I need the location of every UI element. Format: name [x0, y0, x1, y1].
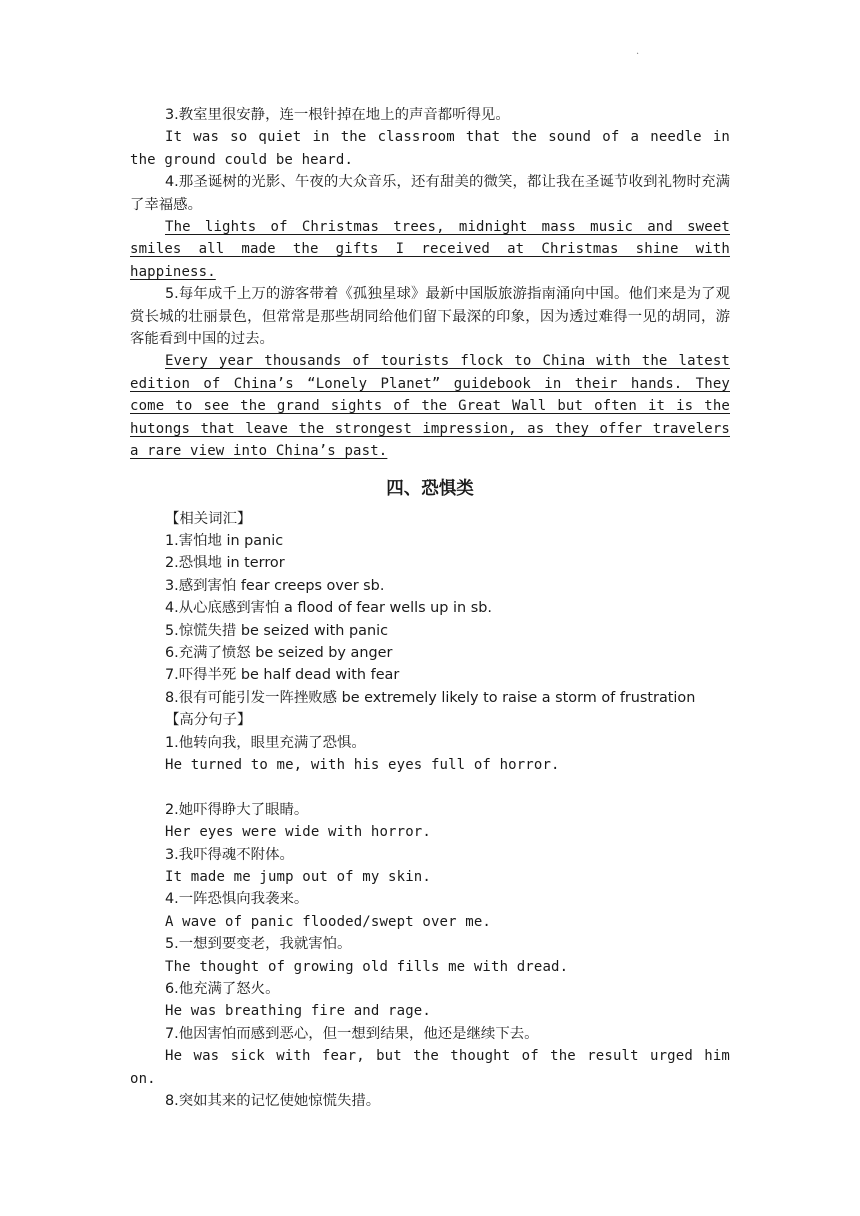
sentence-zh: 5.一想到要变老，我就害怕。	[165, 936, 352, 953]
sentence-zh: 4.一阵恐惧向我袭来。	[165, 891, 309, 908]
sentence-en-underlined: The lights of Christmas trees, midnight mass music and sweet smiles all made the gifts I received at Christmas shine with happiness.	[130, 219, 730, 280]
vocab-item: 4.从心底感到害怕 a flood of fear wells up in sb.	[165, 600, 492, 617]
sentence-zh: 3.教室里很安静，连一根针掉在地上的声音都听得见。	[165, 107, 510, 123]
sentence-en: It made me jump out of my skin.	[165, 868, 431, 885]
vocab-item: 2.恐惧地 in terror	[165, 555, 285, 572]
sentence-zh: 8.突如其来的记忆使她惊慌失措。	[165, 1093, 381, 1110]
vocab-item: 1.害怕地 in panic	[165, 532, 284, 549]
sentence-en: He was sick with fear, but the thought of the result urged him on.	[130, 1048, 730, 1087]
sentence-en: A wave of panic flooded/swept over me.	[165, 913, 491, 930]
page-mark: ·	[636, 49, 640, 60]
vocab-item: 5.惊慌失措 be seized with panic	[165, 622, 388, 639]
sentence-zh: 7.他因害怕而感到恶心，但一想到结果，他还是继续下去。	[165, 1025, 539, 1042]
vocab-item: 3.感到害怕 fear creeps over sb.	[165, 577, 385, 594]
vocab-item: 6.充满了愤怒 be seized by anger	[165, 644, 393, 661]
sentence-zh: 5.每年成千上万的游客带着《孤独星球》最新中国版旅游指南涌向中国。他们来是为了观赏长城的壮丽景色，但常常是那些胡同给他们留下最深的印象，因为透过难得一见的胡同，游客能看到中国的过去。	[130, 286, 730, 348]
vocab-item: 8.很有可能引发一阵挫败感 be extremely likely to raise a storm of frustration	[165, 689, 696, 706]
sentence-en: Her eyes were wide with horror.	[165, 824, 431, 841]
sentence-en: The thought of growing old fills me with dread.	[165, 958, 569, 975]
document-body	[130, 104, 730, 1112]
sentence-en: It was so quiet in the classroom that the sound of a needle in the ground could be heard.	[130, 129, 730, 168]
vocab-item: 7.吓得半死 be half dead with fear	[165, 667, 400, 684]
sentence-en: He turned to me, with his eyes full of horror.	[165, 756, 560, 773]
sentence-zh: 6.他充满了怒火。	[165, 981, 280, 998]
vocab-title: 【相关词汇】	[165, 510, 252, 527]
sentence-en-underlined: Every year thousands of tourists flock to China with the latest edition of China’s “Lonely Planet” guidebook in their hands. They come to see the grand sights of the Great Wall but often it is the hutongs that leave the strongest impression, as they offer travelers a rare view into China’s past.	[130, 353, 730, 460]
sentence-zh: 2.她吓得睁大了眼睛。	[165, 801, 309, 818]
sentence-zh: 4.那圣诞树的光影、午夜的大众音乐，还有甜美的微笑，都让我在圣诞节收到礼物时充满了幸福感。	[130, 174, 730, 213]
section-heading: 四、恐惧类	[386, 478, 474, 499]
sentence-zh: 1.他转向我，眼里充满了恐惧。	[165, 734, 366, 751]
blank-line	[130, 776, 730, 798]
sentences-title: 【高分句子】	[165, 712, 252, 729]
sentence-zh: 3.我吓得魂不附体。	[165, 846, 294, 863]
sentence-en: He was breathing fire and rage.	[165, 1003, 431, 1020]
